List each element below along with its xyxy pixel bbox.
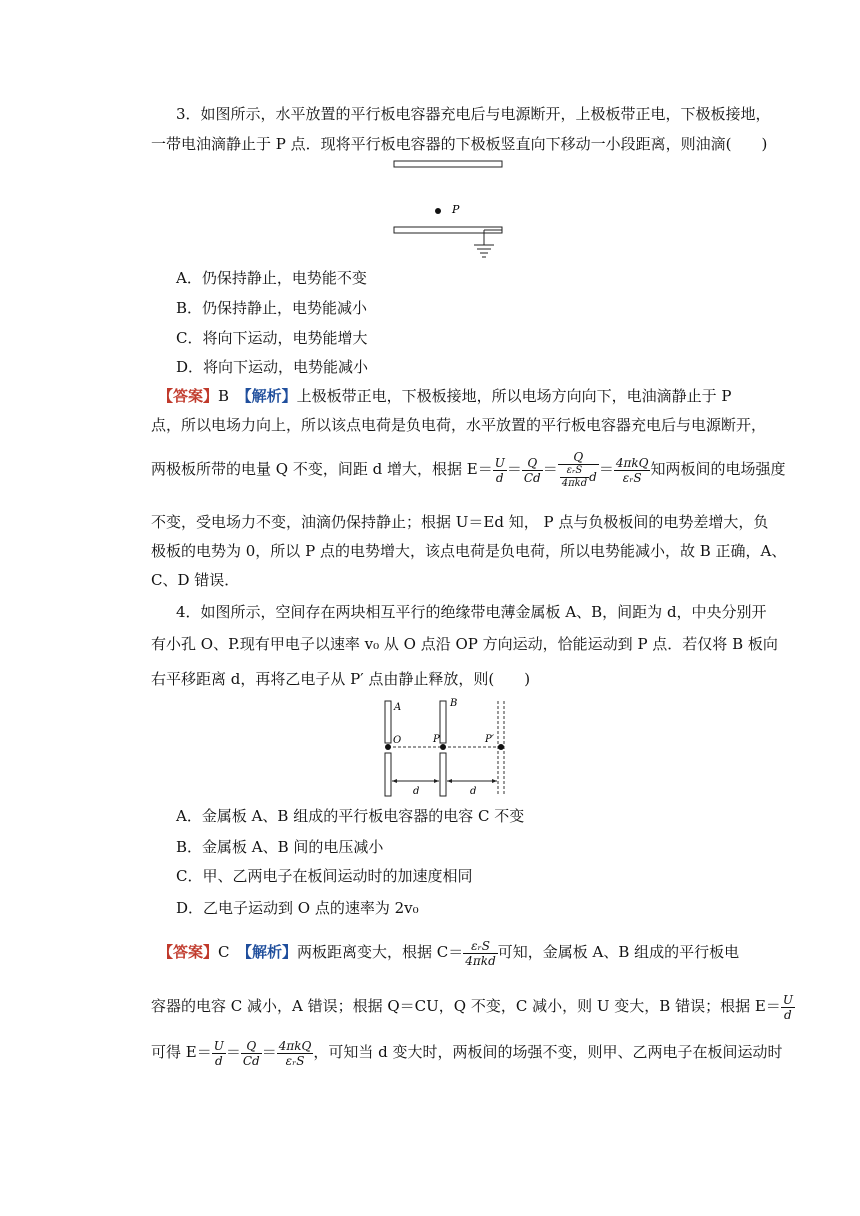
q4-answer-line: 【答案】C 【解析】两板距离变大，根据 C＝ $\frac{\text{εᵣS}}{\text{4πkd}}$ 可知，金属板 A、B 组成的平行板电: [158, 938, 740, 968]
frac-nested-Q: Q $\frac{\text{εᵣS}}{\text{4πkd}}$ d: [558, 450, 599, 490]
q4-analysis-line3: 可得 E＝ $\frac{U}{d}$ ＝ $\frac{Q}{Cd}$ ＝ $\frac{\text{4πkQ}}{\text{εᵣS}}$ ，可知当 d 变大时，两板间的场强不变，则甲、乙两电子在板间运动时: [151, 1038, 783, 1068]
fig-label-O: O: [393, 735, 402, 746]
q3-option-c: C．将向下运动，电势能增大: [176, 329, 368, 347]
fig-label-A: A: [394, 702, 402, 713]
q4-analysis-line2: 容器的电容 C 减小，A 错误；根据 Q＝CU，Q 不变，C 减小，则 U 变大，B 错误；根据 E＝ $\frac{U}{d}$: [151, 992, 793, 1022]
q3-capacitor-figure: [380, 155, 510, 265]
frac-U-over-d-2: $\frac{U}{d}$: [782, 992, 793, 1022]
q3-analysis-line3: 两极板所带的电量 Q 不变，间距 d 增大，根据 E＝ $\frac{U}{d}$ ＝ $\frac{Q}{Cd}$ ＝ Q $\frac{\text{εᵣS}}{\text{4πkd}}$ d ＝ $\frac{\text{4πkQ}}{\text{εᵣS}}$ 知两板间的电场强度: [151, 450, 786, 489]
q3-option-a: A．仍保持静止，电势能不变: [176, 269, 367, 287]
q3-stem-line2: 一带电油滴静止于 P 点．现将平行板电容器的下极板竖直向下移动一小段距离，则油滴( ): [151, 135, 768, 153]
frac-Q-over-Cd: $\frac{Q}{Cd}$: [523, 455, 541, 485]
q3-answer: B: [218, 387, 230, 405]
q3-answer-line: [158, 386, 731, 406]
q3-answer-tag: 【答案】: [158, 387, 219, 405]
frac-U-over-d: $\frac{U}{d}$: [494, 455, 505, 485]
q3-analysis-line2: 点，所以电场力向上，所以该点电荷是负电荷，水平放置的平行板电容器充电后与电源断开，: [151, 416, 767, 434]
q3-analysis-line4: 不变，受电场力不变，油滴仍保持静止；根据 U＝Ed 知， P 点与负极板间的电势差增大，负: [151, 513, 769, 531]
q3-stem-line1: 3．如图所示，水平放置的平行板电容器充电后与电源断开，上极板带正电，下极板接地，: [176, 105, 771, 123]
q4-option-c: C．甲、乙两电子在板间运动时的加速度相同: [176, 867, 473, 885]
fig-label-P: P: [433, 734, 440, 745]
q4-analysis-tag: 【解析】: [244, 943, 298, 961]
q3-option-b: B．仍保持静止，电势能减小: [176, 299, 368, 317]
q4-stem-line1: 4．如图所示，空间存在两块相互平行的绝缘带电薄金属板 A、B，间距为 d，中央分别开: [176, 603, 767, 621]
q4-answer-tag: 【答案】: [158, 943, 219, 961]
fig-label-P-prime: P′: [485, 734, 494, 745]
q4-stem-line3: 右平移距离 d，再将乙电子从 P′ 点由静止释放，则( ): [151, 670, 531, 688]
frac-erS-over-4pikd: $\frac{\text{εᵣS}}{\text{4πkd}}$: [465, 938, 496, 968]
q3-analysis-tag: 【解析】: [244, 387, 297, 405]
q4-plates-figure: [378, 696, 518, 800]
q3-option-d: D．将向下运动，电势能减小: [176, 358, 369, 376]
q4-answer: C: [218, 943, 230, 961]
q3-analysis-line6: C、D 错误．: [151, 571, 240, 589]
q3-analysis-line1: 上极板带正电，下极板接地，所以电场方向向下，电油滴静止于 P: [296, 387, 732, 405]
label-P: P: [452, 203, 460, 216]
q4-option-b: B．金属板 A、B 间的电压减小: [176, 838, 384, 856]
fig-label-d1: d: [413, 786, 420, 797]
q4-option-a: A．金属板 A、B 组成的平行板电容器的电容 C 不变: [176, 807, 525, 825]
fig-label-d2: d: [470, 786, 477, 797]
oil-drop-dot: [435, 208, 441, 214]
frac-4pikQ-over-erS: $\frac{\text{4πkQ}}{\text{εᵣS}}$: [615, 455, 649, 485]
q3-analysis-line5: 极板的电势为 0，所以 P 点的电势增大，该点电荷是负电荷，所以电势能减小，故 B 正确，A、: [151, 542, 787, 560]
fig-label-B: B: [450, 698, 458, 709]
q4-option-d: D．乙电子运动到 O 点的速率为 2v₀: [176, 899, 419, 917]
q4-stem-line2: 有小孔 O、P.现有甲电子以速率 v₀ 从 O 点沿 OP 方向运动，恰能运动到 P 点．若仅将 B 板向: [151, 635, 778, 653]
